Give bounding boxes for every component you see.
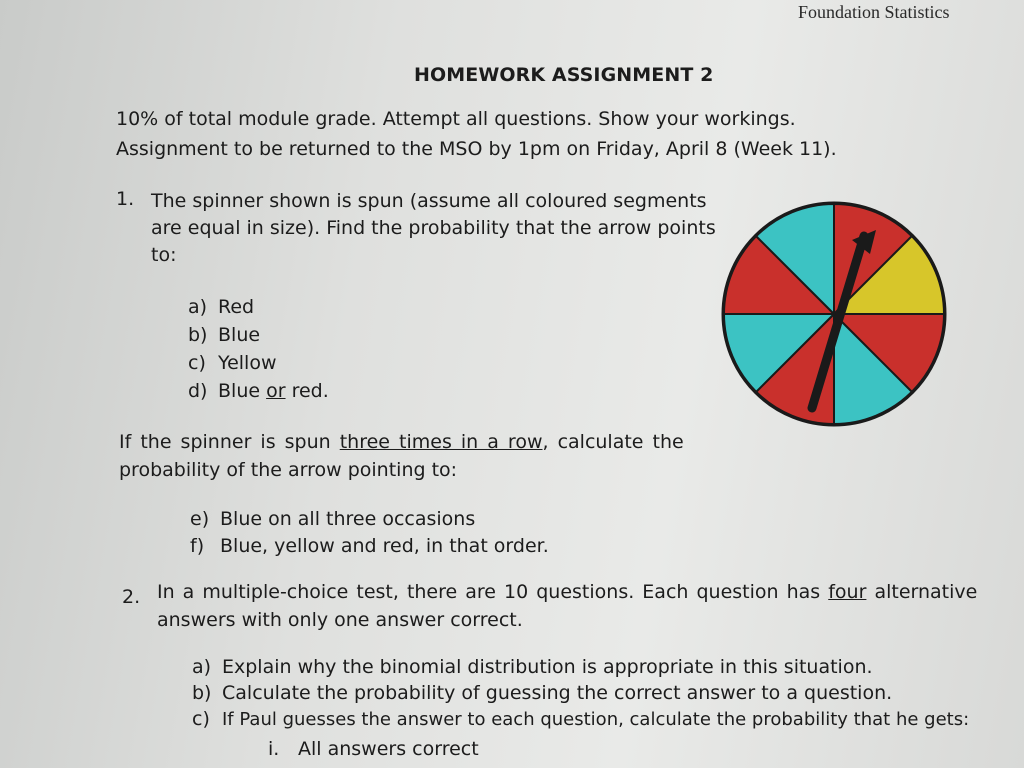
part-label: d) bbox=[188, 380, 208, 402]
q2-text-before: In a multiple-choice test, there are 10 questions. Each question has bbox=[157, 581, 829, 603]
q1-part-c bbox=[188, 352, 277, 374]
part-label: i. bbox=[268, 738, 280, 760]
part-text-after: red. bbox=[285, 380, 329, 402]
part-label: a) bbox=[192, 656, 212, 678]
q1-text-line-1: The spinner shown is spun (assume all coloured segments bbox=[151, 190, 707, 212]
q2-number: 2. bbox=[122, 586, 141, 608]
part-label: b) bbox=[188, 324, 208, 346]
q1-text bbox=[151, 188, 716, 269]
q1-part-e bbox=[190, 508, 475, 530]
q2-text bbox=[157, 578, 977, 634]
q2-part-a bbox=[192, 656, 873, 678]
part-text: If Paul guesses the answer to each question, calculate the probability that he gets: bbox=[222, 709, 970, 730]
followup-before: If the spinner is spun bbox=[119, 431, 340, 453]
part-text: Blue, yellow and red, in that order. bbox=[220, 535, 549, 557]
part-label: a) bbox=[188, 296, 208, 318]
followup-after: , calculate the bbox=[542, 431, 684, 453]
page-title: HOMEWORK ASSIGNMENT 2 bbox=[414, 64, 714, 86]
q2-part-b bbox=[192, 682, 892, 704]
q2-part-c bbox=[192, 708, 969, 730]
q1-number: 1. bbox=[116, 188, 135, 210]
q2-text-line-1 bbox=[157, 578, 977, 606]
followup-underlined: three times in a row bbox=[339, 431, 543, 453]
q1-followup bbox=[119, 428, 684, 484]
part-text-underlined: or bbox=[266, 380, 286, 402]
part-text-before: Blue bbox=[218, 380, 267, 402]
part-text: Explain why the binomial distribution is appropriate in this situation. bbox=[222, 656, 873, 678]
spinner-diagram bbox=[718, 196, 950, 432]
spinner-segments bbox=[724, 204, 944, 424]
q1-text-line-2: are equal in size). Find the probability that the arrow points bbox=[151, 217, 716, 239]
part-text: Blue on all three occasions bbox=[220, 508, 476, 530]
q2-text-after: alternative bbox=[866, 581, 978, 603]
part-text: Calculate the probability of guessing the correct answer to a question. bbox=[222, 682, 893, 704]
part-label: f) bbox=[190, 535, 205, 557]
part-label: b) bbox=[192, 682, 212, 704]
q1-part-f bbox=[190, 535, 549, 557]
part-label: c) bbox=[192, 708, 210, 730]
q1-followup-line-1 bbox=[119, 428, 684, 456]
part-text: All answers correct bbox=[298, 738, 479, 760]
q2-text-underlined: four bbox=[828, 581, 867, 603]
q2-text-line-2: answers with only one answer correct. bbox=[157, 609, 523, 631]
intro-line-1: 10% of total module grade. Attempt all questions. Show your workings. bbox=[116, 108, 796, 130]
q1-part-d bbox=[188, 380, 329, 402]
course-name: Foundation Statistics bbox=[798, 2, 950, 22]
q1-part-a bbox=[188, 296, 254, 318]
q1-followup-line-2: probability of the arrow pointing to: bbox=[119, 459, 458, 481]
part-label: e) bbox=[190, 508, 210, 530]
q2-subpart-i bbox=[268, 738, 479, 760]
part-text: Blue bbox=[218, 324, 261, 346]
q1-text-line-3: to: bbox=[151, 244, 177, 266]
intro-line-2: Assignment to be returned to the MSO by 1pm on Friday, April 8 (Week 11). bbox=[116, 138, 837, 160]
part-text: Red bbox=[218, 296, 255, 318]
q1-part-b bbox=[188, 324, 260, 346]
part-label: c) bbox=[188, 352, 206, 374]
part-text: Yellow bbox=[218, 352, 277, 374]
